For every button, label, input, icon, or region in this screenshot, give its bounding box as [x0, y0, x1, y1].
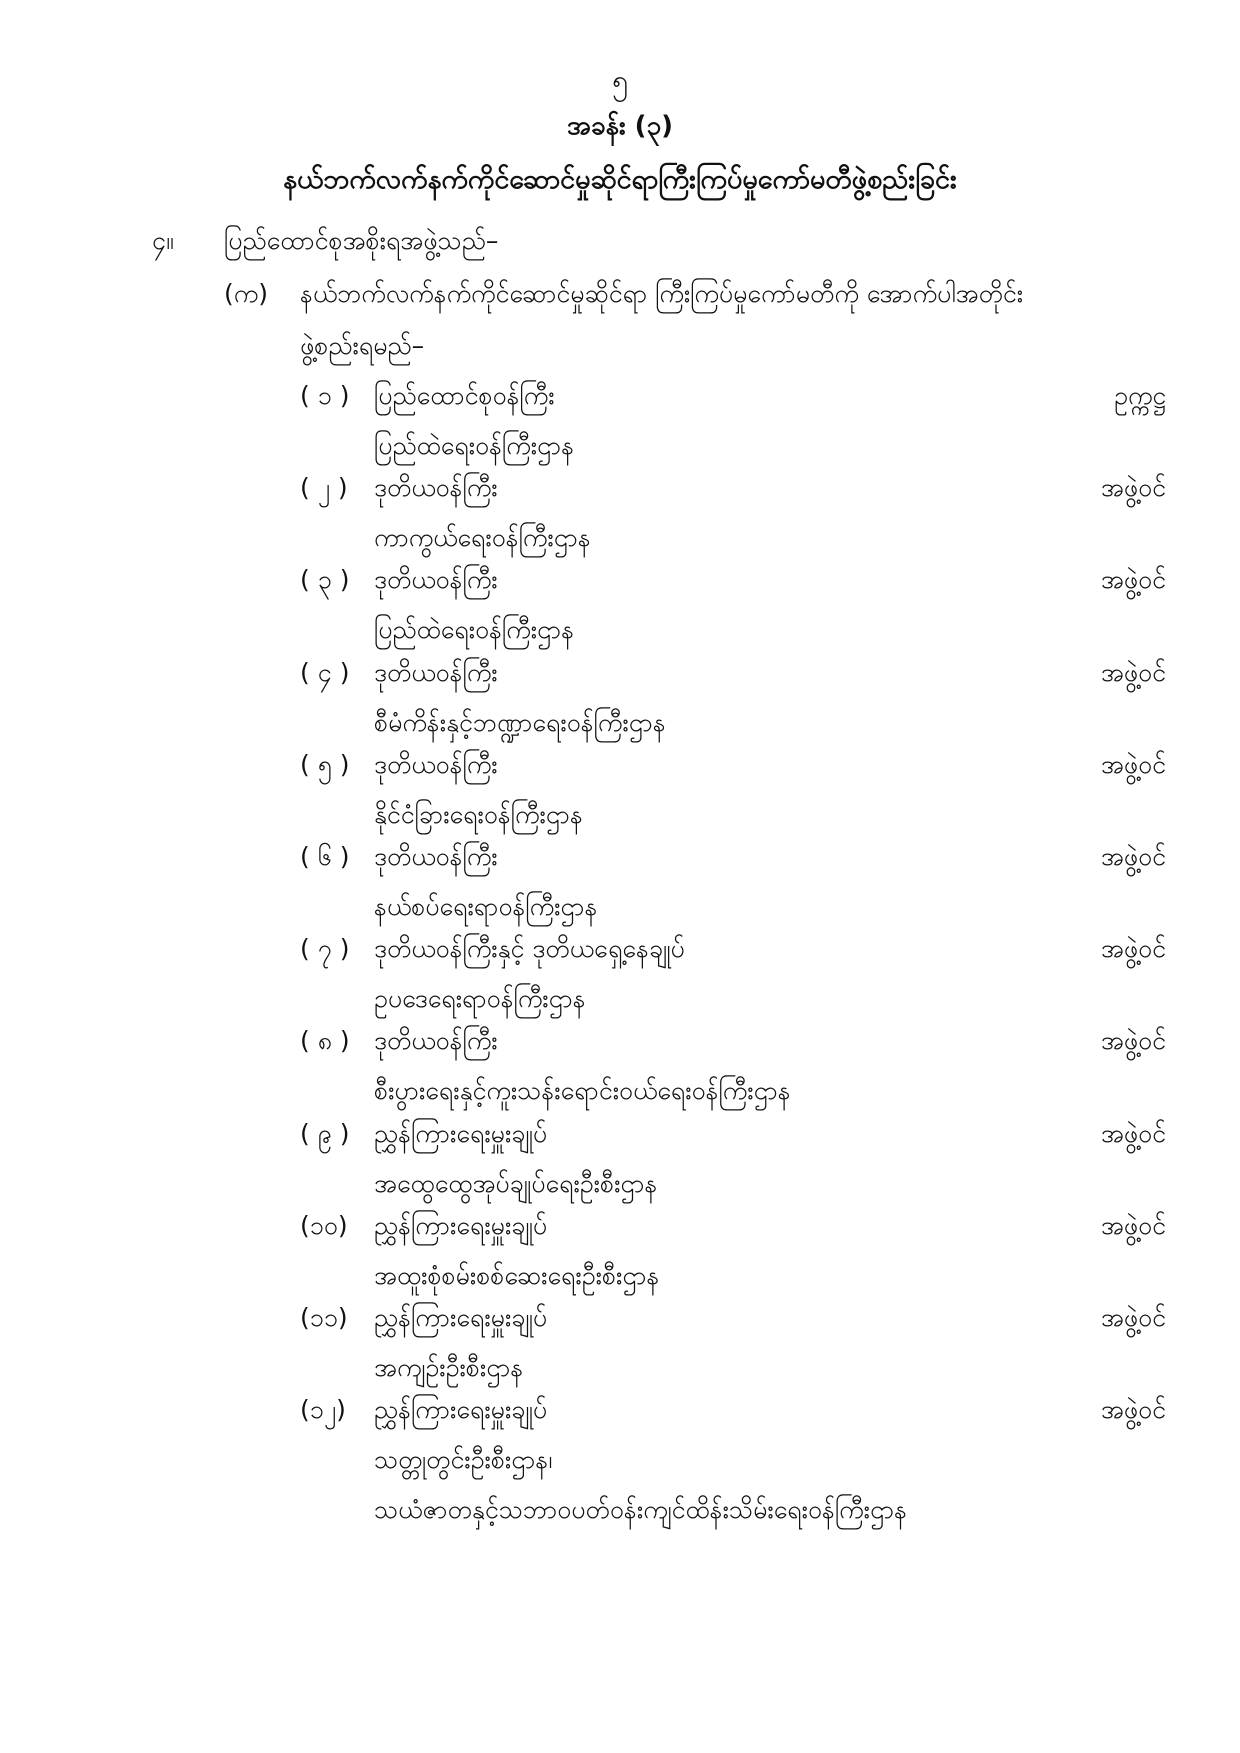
member-index: ( ၅ ) [300, 749, 350, 779]
member-row [300, 1118, 1166, 1222]
member-role: အဖွဲ့ဝင် [1100, 842, 1166, 871]
member-title: ဒုတိယဝန်ကြီး [374, 842, 498, 871]
member-row [300, 749, 1166, 853]
subsection-label: (က) [224, 279, 268, 308]
member-role: အဖွဲ့ဝင် [1100, 1210, 1166, 1240]
subsection-text: နယ်ဘက်လက်နက်ကိုင်ဆောင်မှုဆိုင်ရာ ကြီးကြပ်မှုကော်မတီကို အောက်ပါအတိုင်း [300, 279, 1024, 308]
member-department: အထူးစုံစမ်းစစ်ဆေးရေးဦးစီးဌာန [374, 1260, 660, 1290]
member-department: အကျဉ်းဦးစီးဌာန [374, 1353, 524, 1382]
member-row [300, 380, 1166, 484]
member-department: ပြည်ထဲရေးဝန်ကြီးဌာန [374, 615, 575, 645]
member-department: နိုင်ငံခြားရေးဝန်ကြီးဌာန [374, 799, 583, 829]
member-index: ( ၁ ) [300, 381, 350, 410]
member-index: ( ၉ ) [300, 1118, 350, 1148]
member-role: အဖွဲ့ဝင် [1100, 934, 1166, 964]
member-role: အဖွဲ့ဝင် [1100, 1395, 1166, 1425]
subsection-continuation: ဖွဲ့စည်းရမည်– [300, 331, 425, 360]
member-department: သတ္တုတွင်းဦးစီးဌာန၊ [374, 1445, 553, 1475]
member-role: အဖွဲ့ဝင် [1100, 1026, 1166, 1056]
member-row [300, 657, 1166, 761]
member-title: ညွှန်ကြားရေးမှူးချုပ် [374, 1303, 548, 1332]
member-index: ( ၂ ) [300, 473, 348, 503]
chapter-heading: နယ်ဘက်လက်နက်ကိုင်ဆောင်မှုဆိုင်ရာကြီးကြပ်မှုကော်မတီဖွဲ့စည်းခြင်း [283, 164, 957, 195]
member-row [300, 841, 1166, 945]
member-row [300, 1394, 1166, 1525]
member-index: ( ၄ ) [300, 657, 350, 687]
member-title: ညွှန်ကြားရေးမှူးချုပ် [374, 1210, 548, 1240]
chapter-title: အခန်း (၃) [567, 111, 673, 141]
member-row [300, 1302, 1166, 1406]
section-number: ၄။ [152, 226, 174, 255]
member-role: ဥက္ကဋ္ဌ [1114, 381, 1166, 410]
section-text: ပြည်ထောင်စုအစိုးရအဖွဲ့သည်– [224, 226, 499, 255]
member-role: အဖွဲ့ဝင် [1100, 473, 1166, 503]
member-title: ပြည်ထောင်စုဝန်ကြီး [374, 381, 555, 410]
member-row [300, 1210, 1166, 1314]
member-role: အဖွဲ့ဝင် [1100, 1118, 1166, 1148]
member-department: ပြည်ထဲရေးဝန်ကြီးဌာန [374, 431, 575, 460]
member-title: ဒုတိယဝန်ကြီး [374, 473, 498, 503]
member-department: စီမံကိန်းနှင့်ဘဏ္ဍာရေးဝန်ကြီးဌာန [374, 707, 666, 737]
member-index: ( ၈ ) [300, 1026, 350, 1056]
member-row [300, 472, 1166, 576]
member-title: ဒုတိယဝန်ကြီးနှင့် ဒုတိယရှေ့နေချုပ် [374, 934, 685, 964]
member-index: ( ၇ ) [300, 934, 350, 964]
member-department-line2: သယံဇာတနှင့်သဘာဝပတ်ဝန်းကျင်ထိန်းသိမ်းရေးဝန်ကြီးဌာန [374, 1495, 908, 1525]
member-row [300, 564, 1166, 668]
page-number: ၅ [612, 64, 628, 97]
member-title: ဒုတိယဝန်ကြီး [374, 1026, 498, 1056]
member-department: ကာကွယ်ရေးဝန်ကြီးဌာန [374, 523, 591, 553]
member-title: ညွှန်ကြားရေးမှူးချုပ် [374, 1395, 548, 1425]
section-4 [152, 225, 498, 262]
member-role: အဖွဲ့ဝင် [1100, 749, 1166, 779]
member-department: နယ်စပ်ရေးရာဝန်ကြီးဌာန [374, 892, 598, 921]
member-title: ဒုတိယဝန်ကြီး [374, 565, 498, 595]
member-department: ဥပဒေရေးရာဝန်ကြီးဌာန [374, 984, 586, 1014]
member-index: (၁၂) [300, 1395, 346, 1425]
member-department: အထွေထွေအုပ်ချုပ်ရေးဦးစီးဌာန [374, 1168, 658, 1198]
member-index: (၁၀) [300, 1210, 348, 1240]
member-title: ညွှန်ကြားရေးမှူးချုပ် [374, 1118, 548, 1148]
member-row [300, 1025, 1166, 1129]
member-role: အဖွဲ့ဝင် [1100, 565, 1166, 595]
member-title: ဒုတိယဝန်ကြီး [374, 749, 498, 779]
member-role: အဖွဲ့ဝင် [1100, 1303, 1166, 1332]
member-index: (၁၁) [300, 1303, 348, 1332]
member-title: ဒုတိယဝန်ကြီး [374, 657, 498, 687]
member-role: အဖွဲ့ဝင် [1100, 657, 1166, 687]
member-department: စီးပွားရေးနှင့်ကူးသန်းရောင်းဝယ်ရေးဝန်ကြီးဌာန [374, 1076, 791, 1106]
member-row [300, 933, 1166, 1037]
member-index: ( ၆ ) [300, 842, 350, 871]
member-index: ( ၃ ) [300, 565, 350, 595]
